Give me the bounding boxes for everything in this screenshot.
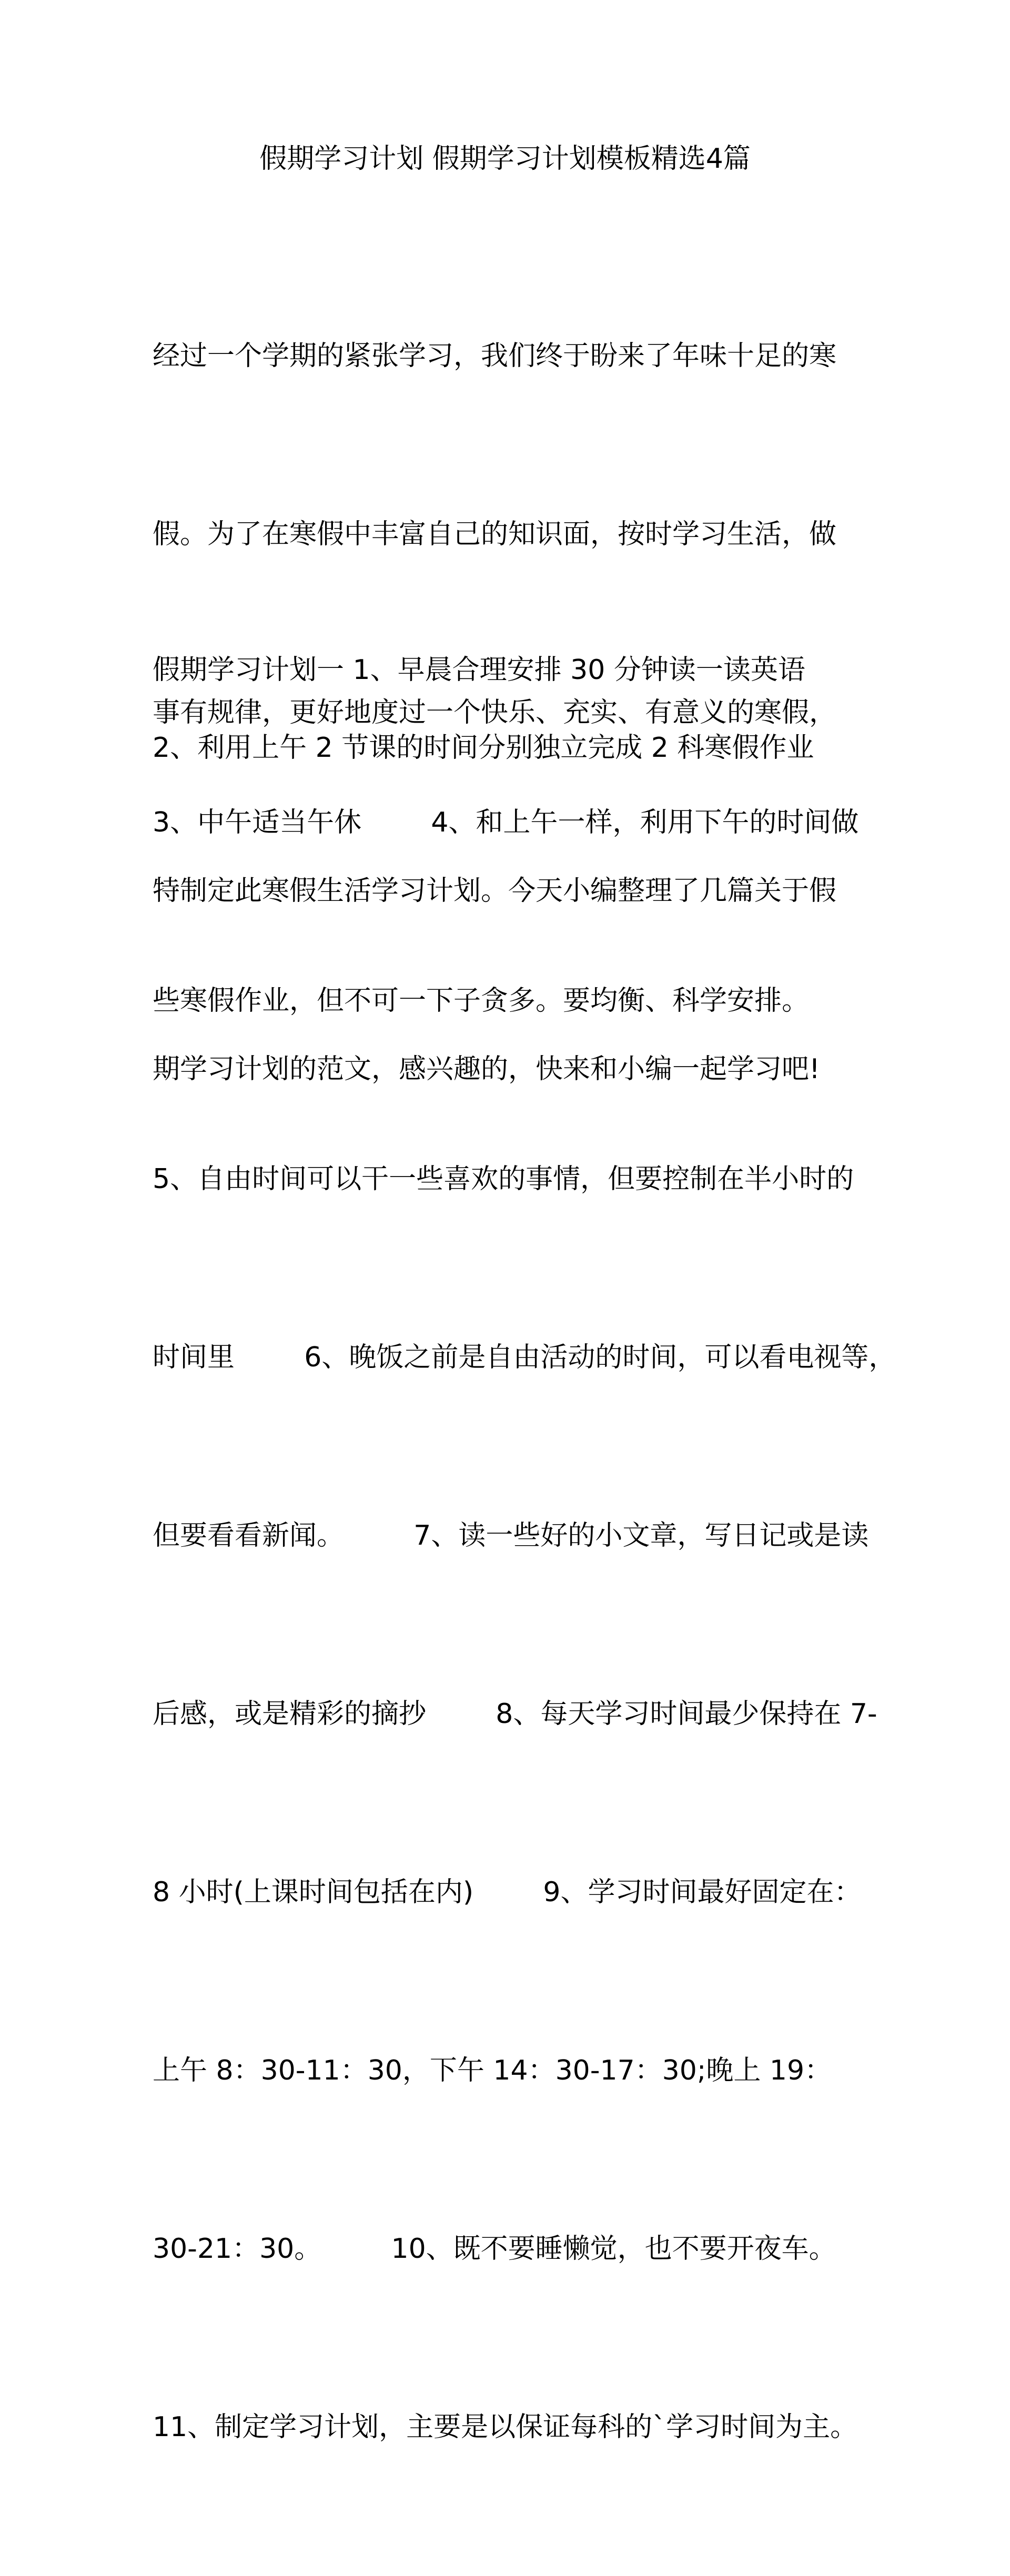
plan-line: 时间里 6、晚饭之前是自由活动的时间，可以看电视等， [153, 1342, 896, 1373]
intro-line: 假。为了在寒假中丰富自己的知识面，按时学习生活，做 [153, 519, 837, 550]
plan-line: 3、中午适当午休 4、和上午一样，利用下午的时间做 [153, 807, 859, 838]
plan-line: 上午 8：30-11：30，下午 14：30-17：30;晚上 19： [153, 2055, 832, 2086]
intro-line: 经过一个学期的紧张学习，我们终于盼来了年味十足的寒 [153, 340, 837, 372]
plan-line: 8 小时(上课时间包括在内) 9、学习时间最好固定在： [153, 1877, 862, 1908]
plan-line: 11、制定学习计划，主要是以保证每科的`学习时间为主。 [153, 2411, 858, 2443]
intro-line: 期学习计划的范文，感兴趣的，快来和小编一起学习吧! [153, 1053, 820, 1085]
intro-line: 特制定此寒假生活学习计划。今天小编整理了几篇关于假 [153, 875, 837, 907]
plan-line: 但要看看新闻。 7、读一些好的小文章，写日记或是读 [153, 1520, 869, 1551]
plan-item-line: 2、利用上午 2 节课的时间分别独立完成 2 科寒假作业 [153, 732, 814, 764]
page-title: 假期学习计划 假期学习计划模板精选4篇 [259, 143, 751, 175]
plan-line: 后感，或是精彩的摘抄 8、每天学习时间最少保持在 7- [153, 1698, 877, 1730]
plan-heading-line: 假期学习计划一 1、早晨合理安排 30 分钟读一读英语 [153, 654, 805, 686]
plan-line: 30-21：30。 10、既不要睡懒觉，也不要开夜车。 [153, 2233, 836, 2265]
plan-line: 些寒假作业，但不可一下子贪多。要均衡、科学安排。 [153, 985, 810, 1017]
plan-body-paragraph [153, 674, 896, 2576]
plan-line: 5、自由时间可以干一些喜欢的事情，但要控制在半小时的 [153, 1163, 854, 1195]
intro-line: 事有规律，更好地度过一个快乐、充实、有意义的寒假， [153, 697, 837, 728]
